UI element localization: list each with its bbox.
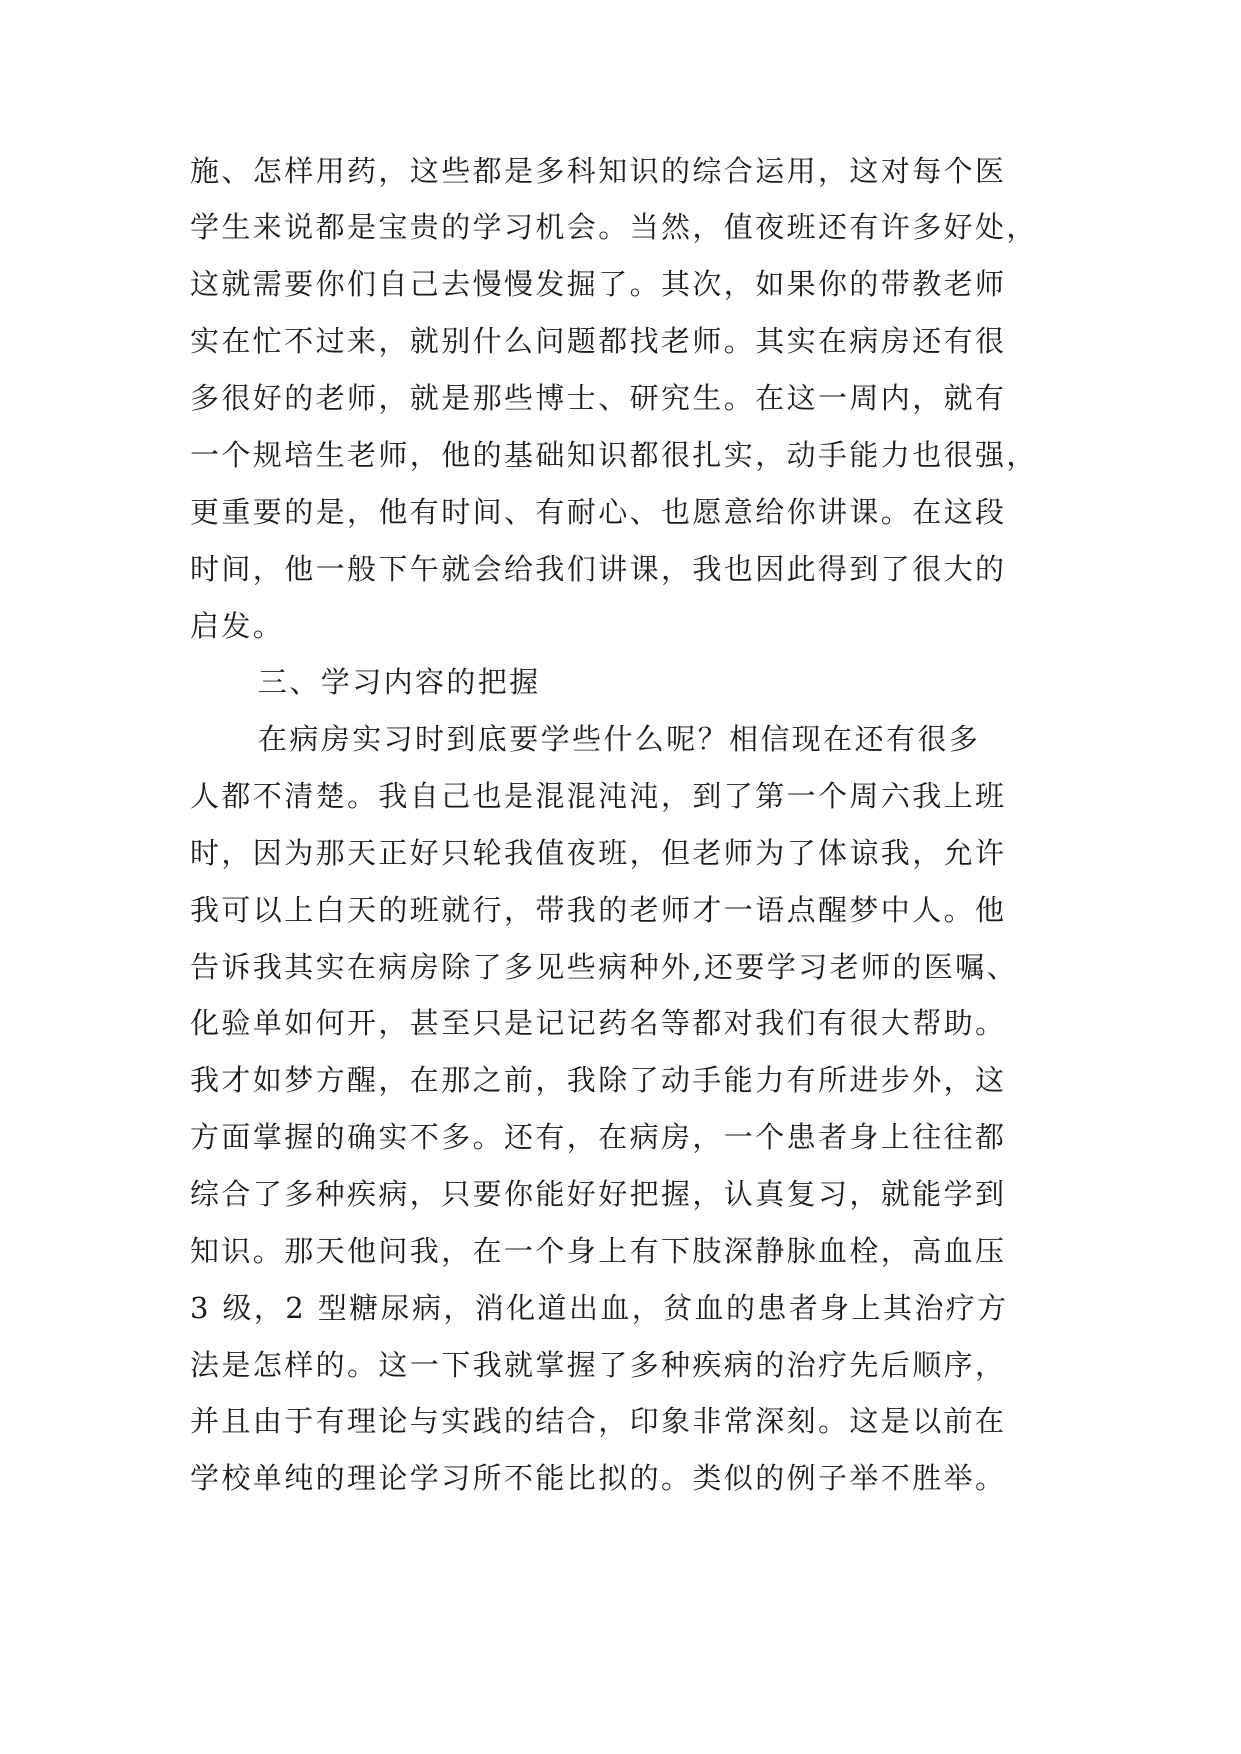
text-line: 方面掌握的确实不多。还有，在病房，一个患者身上往往都 [190, 1120, 1007, 1154]
text-line: 更重要的是，他有时间、有耐心、也愿意给你讲课。在这段 [190, 495, 1007, 529]
text-line: 知识。那天他问我，在一个身上有下肢深静脉血栓，高血压 [190, 1234, 1007, 1268]
text-line: 告诉我其实在病房除了多见些病种外,还要学习老师的医嘱、 [190, 950, 1019, 984]
text-line: 学生来说都是宝贵的学习机会。当然，值夜班还有许多好处， [190, 210, 1038, 244]
text-line: 启发。 [190, 609, 285, 643]
text-line: 3 级，2 型糖尿病，消化道出血，贫血的患者身上其治疗方 [190, 1291, 1009, 1325]
text-line: 多很好的老师，就是那些博士、研究生。在这一周内，就有 [190, 381, 1007, 415]
text-line: 我才如梦方醒，在那之前，我除了动手能力有所进步外，这 [190, 1063, 1007, 1097]
text-line: 法是怎样的。这一下我就掌握了多种疾病的治疗先后顺序， [190, 1348, 1007, 1382]
text-line: 在病房实习时到底要学些什么呢？相信现在还有很多 [258, 722, 981, 756]
text-line: 一个规培生老师，他的基础知识都很扎实，动手能力也很强， [190, 438, 1038, 472]
text-line: 实在忙不过来，就别什么问题都找老师。其实在病房还有很 [190, 324, 1007, 358]
text-line: 综合了多种疾病，只要你能好好把握，认真复习，就能学到 [190, 1177, 1007, 1211]
text-line: 人都不清楚。我自己也是混混沌沌，到了第一个周六我上班 [190, 779, 1007, 813]
text-line: 这就需要你们自己去慢慢发掘了。其次，如果你的带教老师 [190, 267, 1007, 301]
text-line: 我可以上白天的班就行，带我的老师才一语点醒梦中人。他 [190, 893, 1007, 927]
text-line: 并且由于有理论与实践的结合，印象非常深刻。这是以前在 [190, 1404, 1007, 1438]
section-heading: 三、学习内容的把握 [258, 665, 541, 699]
text-line: 化验单如何开，甚至只是记记药名等都对我们有很大帮助。 [190, 1006, 1007, 1040]
text-line: 时，因为那天正好只轮我值夜班，但老师为了体谅我，允许 [190, 836, 1007, 870]
text-line: 学校单纯的理论学习所不能比拟的。类似的例子举不胜举。 [190, 1461, 1007, 1495]
text-line: 施、怎样用药，这些都是多科知识的综合运用，这对每个医 [190, 154, 1007, 188]
text-line: 时间，他一般下午就会给我们讲课，我也因此得到了很大的 [190, 552, 1007, 586]
